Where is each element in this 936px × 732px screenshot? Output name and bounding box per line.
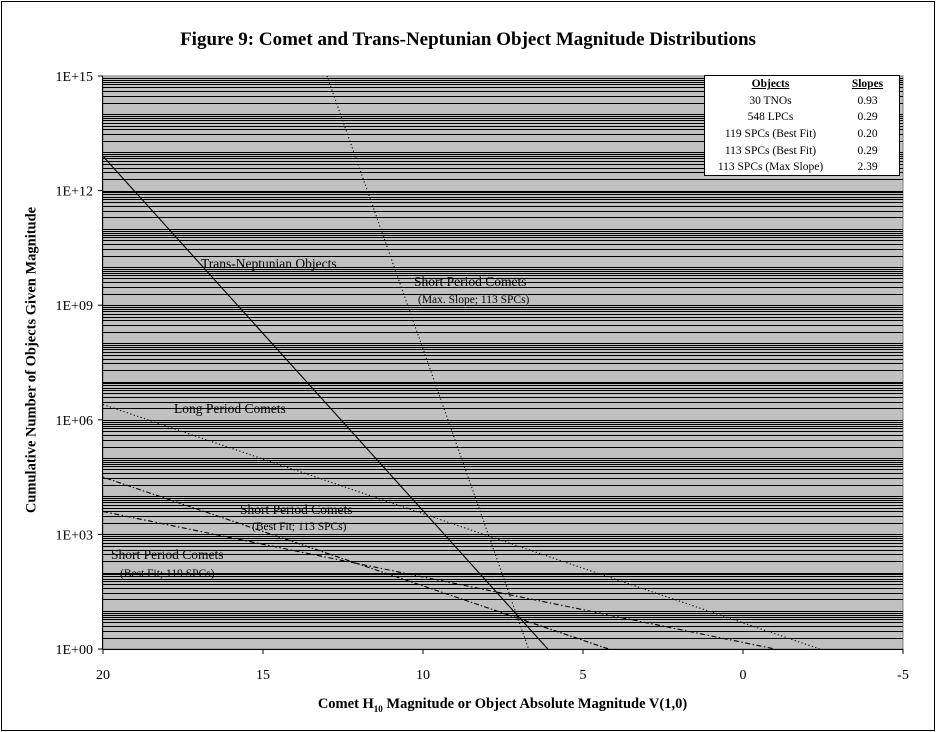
table-row (705, 93, 899, 110)
y-axis-title: Cumulative Number of Objects Given Magnitude (23, 206, 40, 514)
table-cell-slope: 0.29 (857, 144, 878, 157)
slopes-table (704, 75, 900, 176)
y-tick-label: 1E+00 (55, 643, 93, 658)
y-tick-label: 1E+12 (55, 184, 93, 200)
x-tick-label: 5 (579, 668, 587, 683)
table-header-slopes: Slopes (851, 78, 884, 91)
table-cell-object: 113 SPCs (Best Fit) (724, 144, 817, 157)
x-tick-label: 15 (256, 668, 270, 683)
table-cell-object: 113 SPCs (Max Slope) (717, 161, 824, 174)
table-row (705, 142, 899, 159)
y-tick-label: 1E+09 (55, 299, 93, 315)
table-row (705, 109, 899, 126)
annotation-spc-119-sub: (Best Fit; 119 SPCs) (120, 568, 215, 580)
x-tick-label: -5 (897, 668, 909, 683)
annotation-tno: Trans-Neptunian Objects (201, 256, 337, 271)
annotation-spc-max-sub: (Max. Slope; 113 SPCs) (418, 294, 530, 306)
x-tick-label: 10 (416, 668, 430, 683)
annotation-spc-113-sub: (Best Fit; 113 SPCs) (252, 521, 347, 533)
table-header-objects: Objects (751, 78, 790, 91)
table-cell-object: 30 TNOs (749, 94, 792, 107)
table-row (705, 126, 899, 143)
x-axis-title (0, 696, 936, 714)
chart-title: Figure 9: Comet and Trans-Neptunian Object Magnitude Distributions (180, 29, 756, 50)
x-axis-title-subscript: 10 (373, 703, 383, 714)
table-cell-object: 548 LPCs (747, 111, 794, 124)
table-cell-slope: 0.29 (857, 111, 878, 124)
table-cell-slope: 2.39 (857, 161, 878, 174)
x-axis-title-rest: Magnitude or Object Absolute Magnitude V(1,0) (382, 696, 688, 712)
y-axis (56, 70, 103, 658)
y-tick-label: 1E+06 (55, 413, 93, 429)
x-tick-label: 20 (96, 668, 110, 683)
y-tick-label: 1E+03 (55, 528, 93, 544)
annotation-lpc: Long Period Comets (174, 401, 286, 416)
annotation-spc-119: Short Period Comets (111, 547, 224, 562)
table-cell-object: 119 SPCs (Best Fit) (724, 128, 817, 141)
annotation-spc-113: Short Period Comets (240, 502, 353, 517)
y-tick-label: 1E+15 (55, 70, 93, 85)
x-tick-label: 0 (739, 668, 747, 683)
table-cell-slope: 0.93 (857, 94, 878, 107)
table-cell-slope: 0.20 (857, 128, 878, 141)
annotation-spc-max: Short Period Comets (414, 274, 527, 289)
x-axis-title-main: Comet H (317, 696, 374, 712)
table-row (705, 159, 899, 176)
x-axis (96, 649, 909, 683)
